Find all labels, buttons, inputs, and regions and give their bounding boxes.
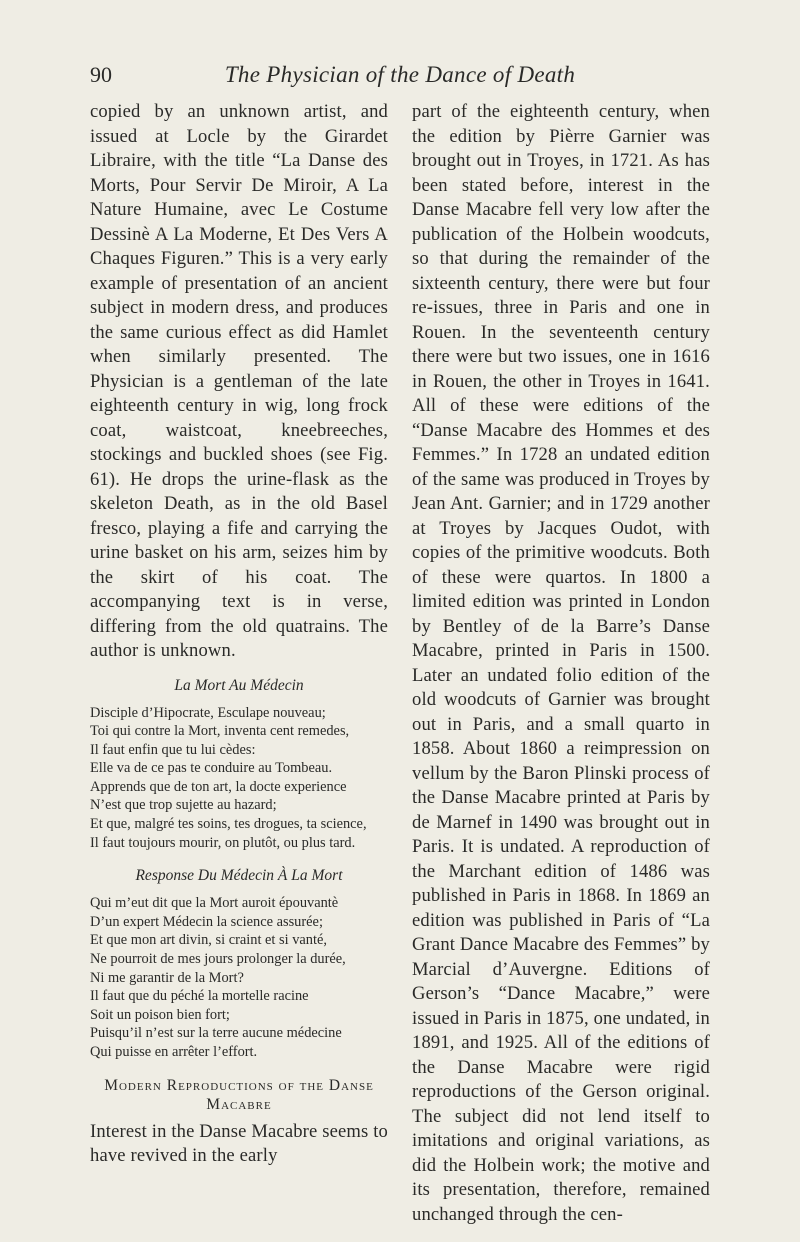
paragraph: copied by an unknown artist, and issued at Locle by the Girardet Libraire, with the title “La Danse des Morts, Pour Servir De Miroir, A La Nature Humaine, avec Le Costume Dessinè A La Moderne, Et Des Vers A Chaques Figuren.” This is a very early example of presentation of an ancient subject in modern dress, and produces the same curious effect as did Hamlet when similarly presented. The Physician is a gentleman of the late eighteenth century in wig, long frock coat, waistcoat, kneebreeches, stockings and buckled shoes (see Fig. 61). He drops the urine-flask as the skeleton Death, as in the old Basel fresco, playing a fife and carrying the urine basket on his arm, seizes him by the skirt of his coat. The accompanying text is in verse, differing from the old quatrains. The author is unknown. [90,101,388,661]
verse-line: Ni me garantir de la Mort? [90,969,244,986]
verse-line: Toi qui contre la Mort, inventa cent remedes, [90,723,350,740]
poem-title: La Mort Au Médecin [174,676,304,694]
verse-line: Il faut enfin que tu lui cèdes: [90,741,256,758]
verse-line: Qui puisse en arrêter l’effort. [90,1044,258,1060]
running-title: The Physician of the Dance of Death [224,62,576,87]
verse-line: Ne pourroit de mes jours prolonger la durée, [90,951,346,968]
section-heading: Modern Reproductions of the Danse Macabre [104,1076,374,1113]
verse-line: Apprends que de ton art, la docte experience [90,778,347,795]
page-header [90,62,710,94]
paragraph: Interest in the Danse Macabre seems to have revived in the early [90,1120,388,1167]
left-column [90,100,388,1169]
page-number: 90 [90,62,112,87]
verse-line: Et que, malgré tes soins, tes drogues, ta science, [90,816,367,833]
verse-line: Et que mon art divin, si craint et si vanté, [90,932,327,949]
verse-line: Il faut toujours mourir, on plutôt, ou plus tard. [90,834,356,851]
verse-line: Puisqu’il n’est sur la terre aucune médecine [90,1025,342,1042]
verse-line: Soit un poison bien fort; [90,1006,230,1023]
verse-line: N’est que trop sujette au hazard; [90,797,277,814]
poem [90,894,388,1061]
verse-line: D’un expert Médecin la science assurée; [90,913,323,930]
verse-line: Elle va de ce pas te conduire au Tombeau. [90,760,333,777]
verse-line: Il faut que du péché la mortelle racine [90,988,309,1005]
right-column [412,100,710,1227]
verse-line: Qui m’eut dit que la Mort auroit épouvantè [90,895,339,912]
poem [90,704,388,853]
poem-title: Response Du Médecin À La Mort [135,867,343,885]
paragraph: part of the eighteenth century, when the edition by Pièrre Garnier was brought out in Troyes, in 1721. As has been stated before, interest in the Danse Macabre fell very low after the publication of the Holbein woodcuts, so that during the remainder of the sixteenth century, there were but four re-issues, three in Paris and one in Rouen. In the seventeenth century there were but two issues, one in 1616 in Rouen, the other in Troyes in 1641. All of these were editions of the “Danse Macabre des Hommes et des Femmes.” In 1728 an undated edition of the same was produced in Troyes by Jean Ant. Garnier; and in 1729 another at Troyes by Jacques Oudot, with copies of the primitive woodcuts. Both of these were quartos. In 1800 a limited edition was printed in London by Bentley of de la Barre’s Danse Macabre, printed in Paris in 1500. Later an undated folio edition of the old woodcuts of Garnier was brought out in Paris, and a small quarto in 1858. About 1860 a reimpression on vellum by the Baron Plinski process of the Danse Macabre printed at Paris by de Marnef in 1490 was brought out in Paris. It is undated. A reproduction of the Marchant edition of 1486 was published in Paris in 1868. In 1869 an edition was published in Paris of “La Grant Dance Macabre des Femmes” by Marcial d’Auvergne. Editions of Gerson’s “Dance Macabre,” were issued in Paris in 1875, one undated, in 1891, and 1925. All of the editions of the Danse Macabre were rigid reproductions of the Gerson original. The subject did not lend itself to imitations and original variations, as did the Holbein work; the motive and its presentation, therefore, remained unchanged through the cen- [412,101,710,1225]
verse-line: Disciple d’Hipocrate, Esculape nouveau; [90,704,326,721]
